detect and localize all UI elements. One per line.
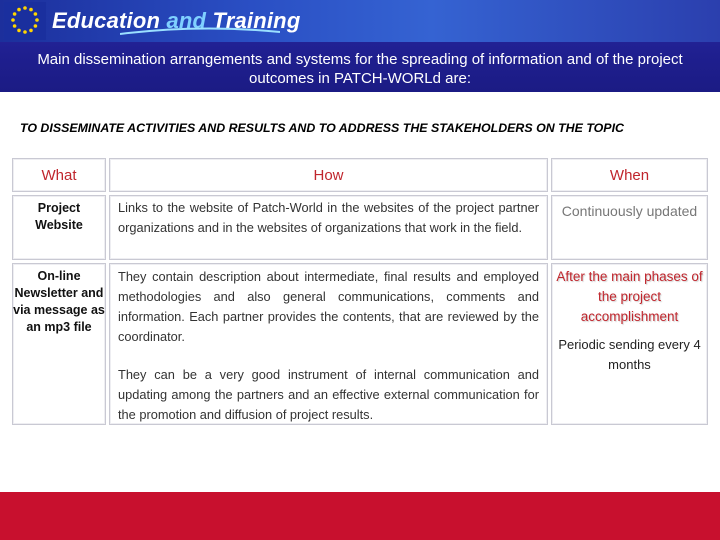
- logo-swoosh-icon: [120, 26, 280, 36]
- column-header-what: What: [12, 158, 106, 192]
- newsletter-when-phases: After the main phases of the project accomplishment: [556, 269, 703, 324]
- programme-logo-bar: [0, 0, 720, 42]
- newsletter-how-paragraph-1: They contain description about intermediate, final results and employed methodologies and also general communications, comments and information. Each partner provides the contents, that are reviewed by the coordinator.: [118, 269, 539, 344]
- logo-word-and: and: [166, 8, 207, 33]
- footer-band: [0, 492, 720, 540]
- row-how-website: Links to the website of Patch-World in the websites of the project partner organizations and in the websites of organizations that work in the field.: [109, 195, 548, 260]
- eu-flag-icon: [4, 2, 46, 40]
- header-band: [0, 0, 720, 92]
- row-what-website: Project Website: [12, 195, 106, 260]
- row-when-newsletter: [551, 263, 708, 425]
- newsletter-how-paragraph-2: They can be a very good instrument of internal communication and updating among the partners and an effective external communication for the promotion and diffusion of project results.: [118, 367, 539, 422]
- column-header-when: When: [551, 158, 708, 192]
- row-what-newsletter: On-line Newsletter and via message as an mp3 file: [12, 263, 106, 425]
- header-caption: Main dissemination arrangements and systems for the spreading of information and of the project outcomes in PATCH-WORLd are:: [37, 51, 683, 87]
- column-header-how: How: [109, 158, 548, 192]
- newsletter-when-periodic: Periodic sending every 4 months: [558, 337, 701, 372]
- row-how-newsletter: [109, 263, 548, 425]
- logo-word-education: Education: [52, 8, 161, 33]
- row-when-website: Continuously updated: [551, 195, 708, 260]
- section-subtitle: TO DISSEMINATE ACTIVITIES AND RESULTS AND TO ADDRESS THE STAKEHOLDERS ON THE TOPIC: [20, 121, 624, 135]
- logo-word-training: Training: [212, 8, 301, 33]
